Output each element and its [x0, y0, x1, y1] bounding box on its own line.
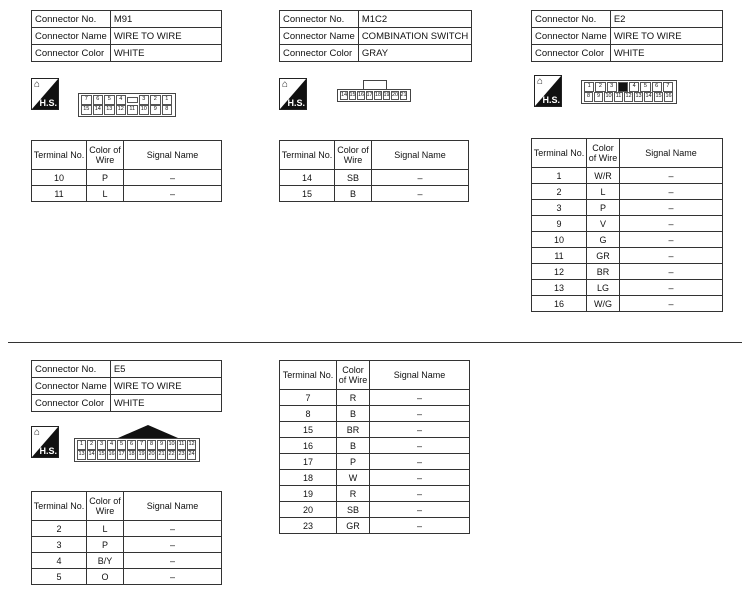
- connector-pin: 14: [341, 92, 348, 98]
- signal-name-cell: –: [124, 553, 222, 569]
- terminal-no-cell: 13: [532, 280, 587, 296]
- connector-pin: 2: [150, 95, 161, 105]
- table-row: [280, 170, 469, 186]
- signal-name-cell: –: [370, 518, 470, 534]
- table-row: [532, 280, 723, 296]
- wire-color-cell: L: [87, 186, 124, 202]
- wire-color-cell: GR: [587, 248, 620, 264]
- connector-pin: 10: [167, 440, 176, 450]
- connector-info-e5: [31, 360, 222, 412]
- connector-pin: 4: [116, 95, 127, 105]
- connector-icon: ⌂: [282, 79, 289, 90]
- table-row: [280, 486, 470, 502]
- label-connector-no: Connector No.: [280, 11, 359, 28]
- connector-pin: 22: [167, 450, 176, 460]
- connector-pin: 20: [392, 92, 399, 98]
- header-color-of-wire: Color of Wire: [335, 141, 372, 170]
- connector-key: [118, 425, 178, 438]
- signal-name-cell: –: [620, 168, 723, 184]
- connector-pin: 24: [187, 450, 196, 460]
- table-row: [280, 186, 469, 202]
- terminal-no-cell: 17: [280, 454, 337, 470]
- signal-name-cell: –: [370, 438, 470, 454]
- connector-pin: 11: [127, 105, 138, 115]
- wire-color-cell: B: [335, 186, 372, 202]
- connector-pin: 8: [162, 105, 173, 115]
- terminal-table-m91: [31, 140, 222, 202]
- connector-pin: 3: [607, 82, 617, 92]
- connector-pin: 14: [93, 105, 104, 115]
- wire-color-cell: L: [587, 184, 620, 200]
- terminal-no-cell: 5: [32, 569, 87, 585]
- wire-color-cell: P: [587, 200, 620, 216]
- table-row: [280, 390, 470, 406]
- connector-face-m1c2: [337, 89, 411, 102]
- header-signal-name: Signal Name: [370, 361, 470, 390]
- header-color-of-wire: Color of Wire: [587, 139, 620, 168]
- header-signal-name: Signal Name: [124, 141, 222, 170]
- connector-pin: 15: [654, 92, 663, 102]
- signal-name-cell: –: [370, 470, 470, 486]
- terminal-no-cell: 16: [532, 296, 587, 312]
- table-row: [32, 537, 222, 553]
- signal-name-cell: –: [370, 390, 470, 406]
- connector-face-e5: [74, 438, 200, 462]
- connector-pin: 7: [81, 95, 92, 105]
- hs-label: H.S.: [287, 98, 305, 108]
- connector-name-value: WIRE TO WIRE: [110, 378, 221, 395]
- connector-pin: 5: [117, 440, 126, 450]
- connector-pin: 8: [147, 440, 156, 450]
- connector-pin: 16: [358, 92, 365, 98]
- table-row: [532, 264, 723, 280]
- connector-pin: 6: [93, 95, 104, 105]
- connector-name-value: WIRE TO WIRE: [610, 28, 722, 45]
- table-row: [280, 454, 470, 470]
- connector-pin: 17: [366, 92, 373, 98]
- signal-name-cell: –: [124, 521, 222, 537]
- signal-name-cell: –: [620, 264, 723, 280]
- label-connector-color: Connector Color: [32, 395, 111, 412]
- wire-color-cell: R: [337, 390, 370, 406]
- connector-icon: ⌂: [34, 427, 41, 438]
- header-color-of-wire: Color of Wire: [87, 492, 124, 521]
- wire-color-cell: SB: [335, 170, 372, 186]
- table-row: [280, 518, 470, 534]
- section-divider: [8, 342, 742, 343]
- wire-color-cell: B: [337, 406, 370, 422]
- signal-name-cell: –: [370, 502, 470, 518]
- wire-color-cell: O: [87, 569, 124, 585]
- terminal-no-cell: 23: [280, 518, 337, 534]
- connector-pin: 8: [584, 92, 593, 102]
- signal-name-cell: –: [370, 422, 470, 438]
- connector-info-m1c2: [279, 10, 472, 62]
- connector-pin: 10: [604, 92, 613, 102]
- connector-pin: 15: [349, 92, 356, 98]
- terminal-no-cell: 15: [280, 422, 337, 438]
- connector-pin: 19: [137, 450, 146, 460]
- connector-pin: 9: [150, 105, 161, 115]
- wire-color-cell: V: [587, 216, 620, 232]
- table-row: [280, 502, 470, 518]
- label-connector-name: Connector Name: [532, 28, 611, 45]
- connector-pin: 10: [139, 105, 150, 115]
- connector-pin: 14: [644, 92, 653, 102]
- header-terminal-no: Terminal No.: [280, 141, 335, 170]
- header-signal-name: Signal Name: [372, 141, 469, 170]
- connector-pin: 18: [127, 450, 136, 460]
- connector-pin: 11: [177, 440, 186, 450]
- connector-no-value: M91: [110, 11, 221, 28]
- connector-pin: 21: [157, 450, 166, 460]
- table-row: [280, 438, 470, 454]
- table-row: [32, 186, 222, 202]
- signal-name-cell: –: [372, 186, 469, 202]
- terminal-no-cell: 16: [280, 438, 337, 454]
- terminal-table-e5: [31, 491, 222, 585]
- wire-color-cell: BR: [337, 422, 370, 438]
- hs-badge-icon: [279, 78, 307, 110]
- connector-info-m91: [31, 10, 222, 62]
- terminal-no-cell: 10: [532, 232, 587, 248]
- signal-name-cell: –: [124, 537, 222, 553]
- connector-info-e2: [531, 10, 723, 62]
- terminal-no-cell: 1: [532, 168, 587, 184]
- header-terminal-no: Terminal No.: [32, 141, 87, 170]
- terminal-no-cell: 15: [280, 186, 335, 202]
- signal-name-cell: –: [370, 454, 470, 470]
- connector-name-value: COMBINATION SWITCH: [358, 28, 471, 45]
- signal-name-cell: –: [620, 200, 723, 216]
- connector-pin: [127, 97, 138, 103]
- wire-color-cell: SB: [337, 502, 370, 518]
- connector-pin: 12: [116, 105, 127, 115]
- table-row: [532, 248, 723, 264]
- wire-color-cell: W/G: [587, 296, 620, 312]
- connector-pin: 19: [383, 92, 390, 98]
- header-color-of-wire: Color of Wire: [87, 141, 124, 170]
- wire-color-cell: G: [587, 232, 620, 248]
- label-connector-no: Connector No.: [532, 11, 611, 28]
- label-connector-name: Connector Name: [32, 378, 111, 395]
- connector-pin: 11: [614, 92, 623, 102]
- connector-icon: ⌂: [537, 76, 544, 87]
- connector-pin: 6: [127, 440, 136, 450]
- wire-color-cell: B/Y: [87, 553, 124, 569]
- signal-name-cell: –: [372, 170, 469, 186]
- connector-pin: 2: [595, 82, 605, 92]
- connector-pin: 1: [584, 82, 594, 92]
- connector-color-value: WHITE: [610, 45, 722, 62]
- signal-name-cell: –: [620, 216, 723, 232]
- signal-name-cell: –: [124, 569, 222, 585]
- connector-pin: 9: [594, 92, 603, 102]
- signal-name-cell: –: [620, 232, 723, 248]
- terminal-no-cell: 10: [32, 170, 87, 186]
- terminal-no-cell: 9: [532, 216, 587, 232]
- connector-pin: 23: [177, 450, 186, 460]
- terminal-no-cell: 2: [532, 184, 587, 200]
- connector-pin: 6: [652, 82, 662, 92]
- hs-label: H.S.: [542, 95, 560, 105]
- wire-color-cell: LG: [587, 280, 620, 296]
- terminal-no-cell: 14: [280, 170, 335, 186]
- connector-pin: 9: [157, 440, 166, 450]
- label-connector-color: Connector Color: [280, 45, 359, 62]
- connector-pin: 1: [77, 440, 86, 450]
- signal-name-cell: –: [370, 406, 470, 422]
- terminal-no-cell: 11: [32, 186, 87, 202]
- connector-pin: 5: [104, 95, 115, 105]
- connector-pin: 17: [117, 450, 126, 460]
- connector-pin: [618, 82, 628, 92]
- wire-color-cell: R: [337, 486, 370, 502]
- wire-color-cell: B: [337, 438, 370, 454]
- wire-color-cell: GR: [337, 518, 370, 534]
- connector-pin: 1: [162, 95, 173, 105]
- header-terminal-no: Terminal No.: [280, 361, 337, 390]
- wire-color-cell: BR: [587, 264, 620, 280]
- terminal-no-cell: 2: [32, 521, 87, 537]
- header-color-of-wire: Color of Wire: [337, 361, 370, 390]
- connector-icon: ⌂: [34, 79, 41, 90]
- label-connector-color: Connector Color: [32, 45, 111, 62]
- label-connector-no: Connector No.: [32, 361, 111, 378]
- hs-label: H.S.: [39, 446, 57, 456]
- label-connector-name: Connector Name: [32, 28, 111, 45]
- connector-pin: 16: [664, 92, 673, 102]
- terminal-table-e5-continued: [279, 360, 470, 534]
- terminal-no-cell: 4: [32, 553, 87, 569]
- signal-name-cell: –: [124, 186, 222, 202]
- table-row: [532, 184, 723, 200]
- wire-color-cell: P: [87, 537, 124, 553]
- wire-color-cell: W/R: [587, 168, 620, 184]
- connector-no-value: E2: [610, 11, 722, 28]
- terminal-no-cell: 20: [280, 502, 337, 518]
- connector-pin: 5: [640, 82, 650, 92]
- table-row: [280, 406, 470, 422]
- connector-pin: 14: [87, 450, 96, 460]
- table-row: [32, 521, 222, 537]
- signal-name-cell: –: [370, 486, 470, 502]
- table-row: [280, 470, 470, 486]
- connector-pin: 18: [375, 92, 382, 98]
- table-row: [532, 296, 723, 312]
- connector-pin: 7: [137, 440, 146, 450]
- connector-pin: 21: [400, 92, 407, 98]
- connector-pin: 7: [663, 82, 673, 92]
- connector-face-e2: [581, 80, 677, 104]
- signal-name-cell: –: [620, 296, 723, 312]
- connector-color-value: GRAY: [358, 45, 471, 62]
- connector-pin: 15: [81, 105, 92, 115]
- wire-color-cell: P: [87, 170, 124, 186]
- connector-pin: 13: [77, 450, 86, 460]
- connector-name-value: WIRE TO WIRE: [110, 28, 221, 45]
- terminal-no-cell: 3: [32, 537, 87, 553]
- terminal-no-cell: 11: [532, 248, 587, 264]
- table-row: [532, 200, 723, 216]
- signal-name-cell: –: [620, 248, 723, 264]
- wire-color-cell: L: [87, 521, 124, 537]
- terminal-no-cell: 3: [532, 200, 587, 216]
- hs-badge-icon: [31, 78, 59, 110]
- connector-pin: 3: [97, 440, 106, 450]
- hs-badge-icon: [534, 75, 562, 107]
- terminal-no-cell: 18: [280, 470, 337, 486]
- connector-pin: 4: [107, 440, 116, 450]
- hs-label: H.S.: [39, 98, 57, 108]
- table-row: [32, 170, 222, 186]
- wire-color-cell: W: [337, 470, 370, 486]
- header-terminal-no: Terminal No.: [32, 492, 87, 521]
- terminal-no-cell: 8: [280, 406, 337, 422]
- terminal-table-m1c2: [279, 140, 469, 202]
- connector-pin: 15: [97, 450, 106, 460]
- connector-color-value: WHITE: [110, 45, 221, 62]
- signal-name-cell: –: [124, 170, 222, 186]
- header-terminal-no: Terminal No.: [532, 139, 587, 168]
- terminal-no-cell: 19: [280, 486, 337, 502]
- connector-pin: 2: [87, 440, 96, 450]
- table-row: [280, 422, 470, 438]
- hs-badge-icon: [31, 426, 59, 458]
- table-row: [532, 168, 723, 184]
- table-row: [532, 232, 723, 248]
- connector-pin: 4: [629, 82, 639, 92]
- terminal-no-cell: 7: [280, 390, 337, 406]
- header-signal-name: Signal Name: [620, 139, 723, 168]
- connector-pin: 12: [187, 440, 196, 450]
- signal-name-cell: –: [620, 280, 723, 296]
- signal-name-cell: –: [620, 184, 723, 200]
- connector-no-value: E5: [110, 361, 221, 378]
- connector-no-value: M1C2: [358, 11, 471, 28]
- connector-pin: 12: [624, 92, 633, 102]
- label-connector-name: Connector Name: [280, 28, 359, 45]
- table-row: [32, 569, 222, 585]
- table-row: [532, 216, 723, 232]
- label-connector-no: Connector No.: [32, 11, 111, 28]
- connector-pin: 13: [104, 105, 115, 115]
- terminal-no-cell: 12: [532, 264, 587, 280]
- connector-pin: 16: [107, 450, 116, 460]
- connector-face-m91: [78, 93, 176, 117]
- wire-color-cell: P: [337, 454, 370, 470]
- terminal-table-e2: [531, 138, 723, 312]
- connector-pin: 20: [147, 450, 156, 460]
- label-connector-color: Connector Color: [532, 45, 611, 62]
- connector-pin: 3: [139, 95, 150, 105]
- connector-color-value: WHITE: [110, 395, 221, 412]
- connector-pin: 13: [634, 92, 643, 102]
- table-row: [32, 553, 222, 569]
- header-signal-name: Signal Name: [124, 492, 222, 521]
